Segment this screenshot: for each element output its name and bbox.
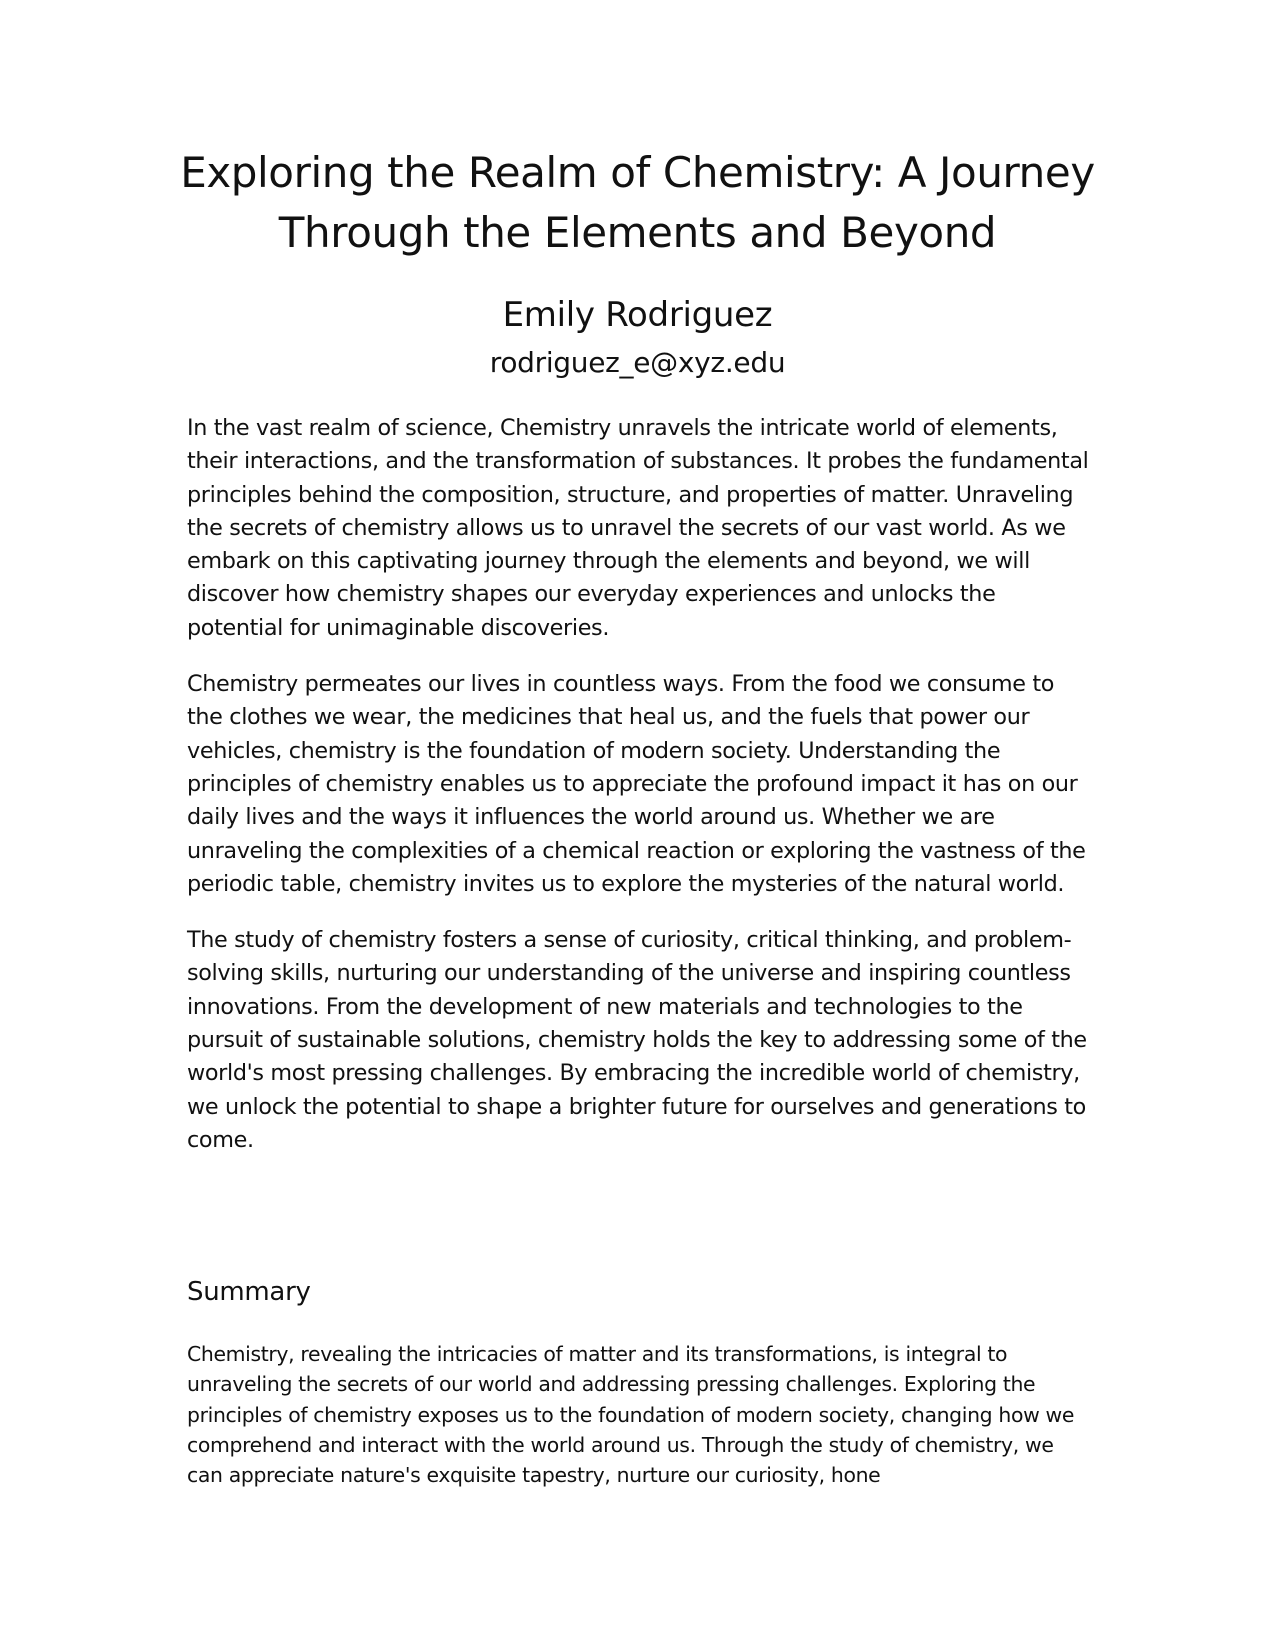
body-paragraph: Chemistry permeates our lives in countless ways. From the food we consume to the clothes we wear, the medicines that heal us, and the fuels that power our vehicles, chemistry is the foundation of modern society. Understanding the principles of chemistry enables us to appreciate the profound impact it has on our daily lives and the ways it influences the world around us. Whether we are unraveling the complexities of a chemical reaction or exploring the vastness of the periodic table, chemistry invites us to explore the mysteries of the natural world. bbox=[187, 671, 1086, 897]
body-paragraph: The study of chemistry fosters a sense of curiosity, critical thinking, and problem-solving skills, nurturing our understanding of the universe and inspiring countless innovations. From the development of new materials and technologies to the pursuit of sustainable solutions, chemistry holds the key to addressing some of the world's most pressing challenges. By embracing the incredible world of chemistry, we unlock the potential to shape a brighter future for ourselves and generations to come. bbox=[187, 927, 1087, 1153]
summary-paragraph: Chemistry, revealing the intricacies of matter and its transformations, is integral to unraveling the secrets of our world and addressing pressing challenges. Exploring the principles of chemistry exposes us to the foundation of modern society, changing how we comprehend and interact with the world around us. Through the study of chemistry, we can appreciate nature's exquisite tapestry, nurture our curiosity, hone bbox=[187, 1342, 1075, 1488]
document-title: Exploring the Realm of Chemistry: A Journey Through the Elements and Beyond bbox=[180, 148, 1095, 257]
author-email: rodriguez_e@xyz.edu bbox=[489, 346, 786, 379]
document-body bbox=[187, 412, 1092, 1180]
body-paragraph: In the vast realm of science, Chemistry unravels the intricate world of elements, their interactions, and the transformation of substances. It probes the fundamental principles behind the composition, structure, and properties of matter. Unraveling the secrets of chemistry allows us to unravel the secrets of our vast world. As we embark on this captivating journey through the elements and beyond, we will discover how chemistry shapes our everyday experiences and unlocks the potential for unimaginable discoveries. bbox=[187, 415, 1089, 641]
summary-heading: Summary bbox=[187, 1277, 311, 1307]
author-name: Emily Rodriguez bbox=[502, 295, 773, 335]
